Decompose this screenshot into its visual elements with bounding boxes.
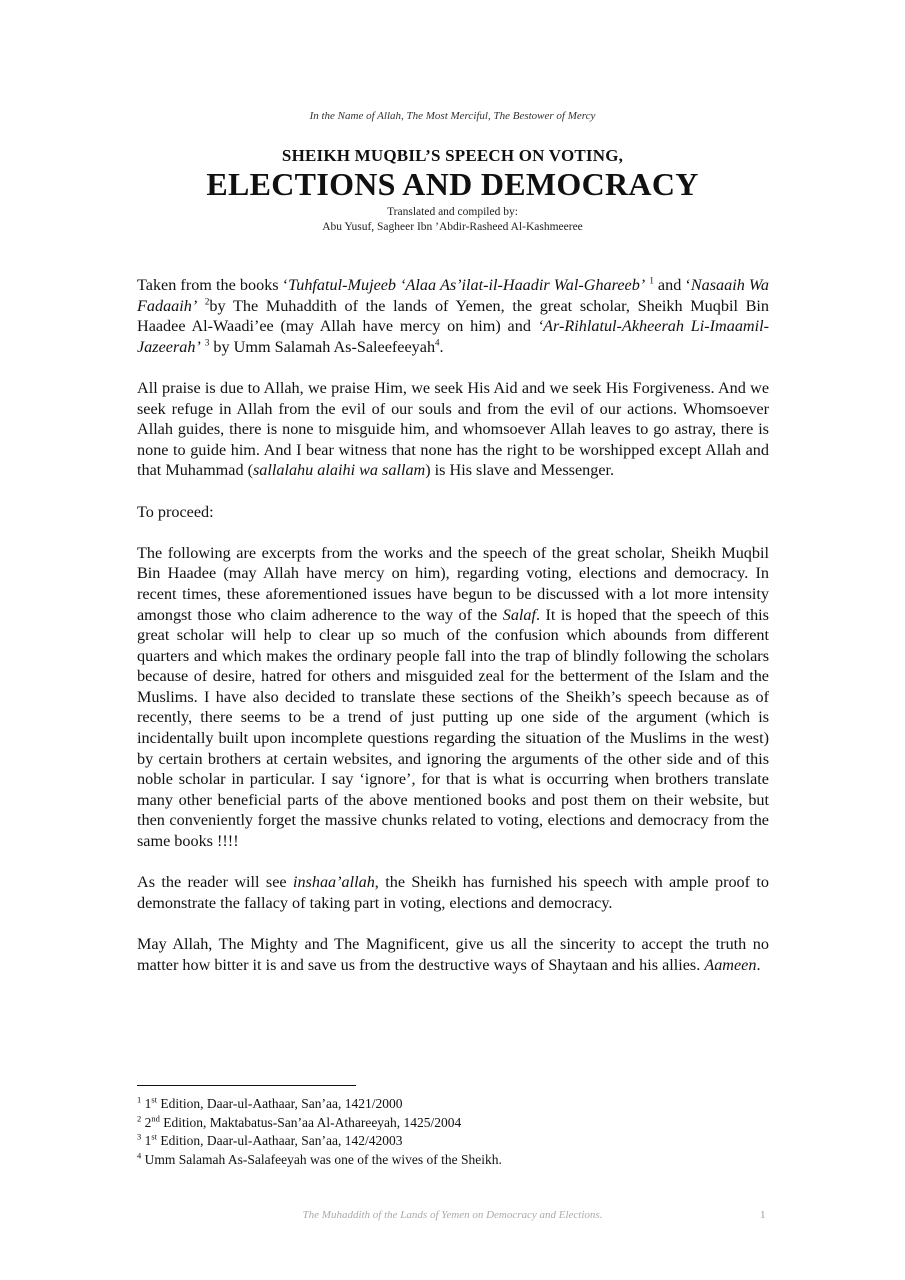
paragraph-reader xyxy=(137,872,769,913)
footnote-ref-4[interactable]: 4 xyxy=(435,337,440,348)
text-span: As the reader will see xyxy=(137,873,293,892)
salutation-italic: sallalahu alaihi wa sallam xyxy=(252,461,426,480)
footnote-ref-3[interactable]: 3 xyxy=(204,337,210,348)
footnote-number: 1 xyxy=(137,1094,142,1105)
byline-author: Abu Yusuf, Sagheer Ibn ’Abdir-Rasheed Al-Kashmeeree xyxy=(322,221,583,233)
book-title-2: Nasaaih Wa Fadaaih’ xyxy=(137,276,770,315)
edition-number: 2 xyxy=(144,1114,152,1130)
ordinal-suffix: nd xyxy=(151,1113,160,1124)
paragraph-praise xyxy=(137,378,769,481)
paragraph-to-proceed: To proceed: xyxy=(137,502,214,521)
footnote-text: Edition, Daar-ul-Aathaar, San’aa, 142/42003 xyxy=(157,1133,403,1149)
footnote-4 xyxy=(137,1151,777,1170)
footnote-number: 2 xyxy=(137,1113,142,1124)
footnote-3 xyxy=(137,1132,777,1151)
text-span: , the Sheikh has furnished his speech with ample proof to demonstrate the fallacy of taking part in voting, elections and democracy. xyxy=(137,873,770,912)
footnote-number: 3 xyxy=(137,1131,142,1142)
paragraph-dua xyxy=(137,934,769,975)
text-span: All praise is due to Allah, we praise Him, we seek His Aid and we seek His Forgiveness. And we seek refuge in Allah from the evil of our souls and from the evil of our actions. Whomsoever Allah guides, there is none to misguide him, and whomsoever Allah leaves to go astray, there is none to guide him. And I bear witness that none has the right to be worshipped except Allah and that Muhammad ( xyxy=(137,378,769,480)
inshaallah-italic: inshaa’allah xyxy=(292,873,375,892)
text-span: ) is His slave and Messenger. xyxy=(425,461,615,480)
aameen-italic: Aameen xyxy=(704,955,757,974)
page-number: 1 xyxy=(760,1209,766,1221)
footnote-ref-2[interactable]: 2 xyxy=(204,296,210,307)
text-span: by The Muhaddith of the lands of Yemen, the great scholar, Sheikh Muqbil Bin Haadee Al-Waadi’ee (may Allah have mercy on him) and xyxy=(137,296,769,336)
footnote-text: Edition, Daar-ul-Aathaar, San’aa, 1421/2000 xyxy=(157,1096,403,1111)
edition-number: 1 xyxy=(144,1096,152,1111)
paragraph-excerpts xyxy=(137,543,769,852)
byline-label: Translated and compiled by: xyxy=(387,206,518,218)
text-span: . It is hoped that the speech of this great scholar will help to clear up so much of the confusion which abounds from different quarters and which makes the ordinary people fall into the trap of blindly following the scholars because of desire, hatred for others and misguided zeal for the betterment of the Islam and the Muslims. I have also decided to translate these sections of the Sheikh’s speech because as of recently, there seems to be a trend of just putting up one side of the argument (which is incidentally built upon incomplete questions regarding the situation of the Muslims in the west) by certain brothers at certain websites, and ignoring the arguments of the other side and of this noble scholar in particular. I say ‘ignore’, for that is what is occurring when brothers translate many other beneficial parts of the above mentioned books and post them on their website, but then conveniently forget the massive chunks related to voting, elections and democracy from the same books !!!! xyxy=(137,605,769,851)
title-line-1: SHEIKH MUQBIL’S SPEECH ON VOTING, xyxy=(281,146,624,165)
footnote-ref-1[interactable]: 1 xyxy=(649,275,654,286)
paragraph-sources xyxy=(137,275,769,357)
page-footer: The Muhaddith of the Lands of Yemen on Democracy and Elections. xyxy=(302,1209,603,1221)
ordinal-suffix: st xyxy=(151,1131,158,1142)
footnotes xyxy=(137,1095,777,1170)
body-text xyxy=(137,275,769,996)
text-span: Taken from the books ‘ xyxy=(137,276,289,294)
text-span: . xyxy=(756,955,761,974)
edition-number: 1 xyxy=(144,1133,152,1149)
text-span: The following are excerpts from the works and the speech of the great scholar, Sheikh Muqbil Bin Haadee (may Allah have mercy on him), regarding voting, elections and democracy. In recent times, these aforementioned issues have begun to be discussed with a lot more intensity amongst those who claim adherence to the way of the xyxy=(137,543,769,624)
title-line-2: ELECTIONS AND DEMOCRACY xyxy=(206,166,699,202)
footnote-1 xyxy=(137,1095,777,1114)
footnote-divider xyxy=(137,1085,356,1086)
ordinal-suffix: st xyxy=(151,1094,158,1105)
text-span: May Allah, The Mighty and The Magnificent, give us all the sincerity to accept the truth no matter how bitter it is and save us from the destructive ways of Shaytaan and his allies. xyxy=(137,935,769,974)
text-span: and ‘ xyxy=(653,276,691,294)
footnote-number: 4 xyxy=(137,1150,142,1161)
footnote-text: Edition, Maktabatus-San’aa Al-Athareeyah, 1425/2004 xyxy=(159,1114,462,1130)
text-span: by Umm Salamah As-Saleefeeyah xyxy=(209,337,436,356)
footnote-text: Umm Salamah As-Salafeeyah was one of the wives of the Sheikh. xyxy=(141,1152,502,1168)
footnote-2 xyxy=(137,1114,777,1133)
text-span: . xyxy=(439,337,444,356)
book-title-1: Tuhfatul-Mujeeb ‘Alaa As’ilat-il-Haadir Wal-Ghareeb’ xyxy=(288,276,646,294)
byline xyxy=(0,205,905,235)
book-title-3: ‘Ar-Rihlatul-Akheerah Li-Imaamil-Jazeerah’ xyxy=(137,317,770,356)
salaf-italic: Salaf xyxy=(502,605,536,624)
bismillah-header: In the Name of Allah, The Most Merciful, The Bestower of Mercy xyxy=(309,110,596,122)
